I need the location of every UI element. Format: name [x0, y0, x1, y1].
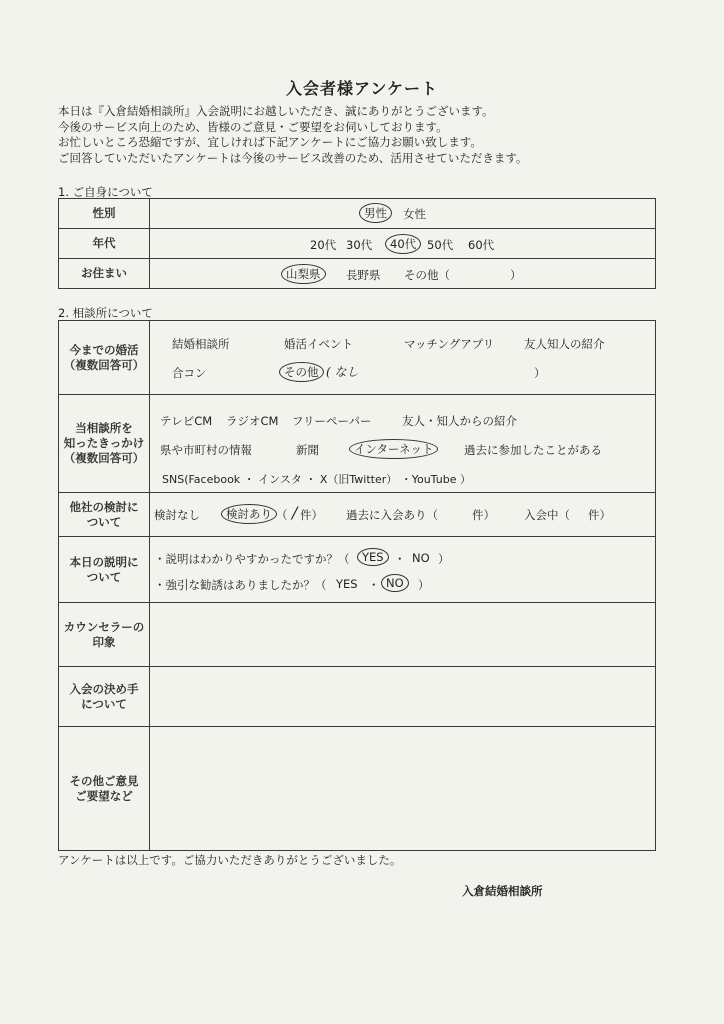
age-40s-circled[interactable]: 40代 — [385, 234, 421, 254]
exp-goukon[interactable]: 合コン — [172, 366, 207, 380]
others-count-close: 件） — [300, 508, 323, 522]
experience-label: 今までの婚活 （複数回答可） — [59, 321, 150, 395]
others-field[interactable] — [150, 493, 656, 537]
briefing-q2-no-circled[interactable]: NO — [381, 574, 409, 592]
exp-other-close: ） — [534, 366, 546, 380]
trigger-field[interactable] — [150, 395, 656, 493]
intro-line: 本日は『入倉結婚相談所』入会説明にお越しいただき、誠にありがとうございます。 — [58, 104, 494, 118]
trig-tv[interactable]: テレビCM — [160, 414, 213, 428]
others-past[interactable]: 過去に入会あり（ — [346, 508, 438, 522]
briefing-field[interactable] — [150, 537, 656, 603]
residence-other[interactable]: その他（ — [404, 268, 450, 282]
briefing-q1-sep: ・ — [394, 552, 406, 566]
intro-line: お忙しいところ恐縮ですが、宜しければ下記アンケートにご協力お願い致します。 — [58, 135, 482, 149]
page-title: 入会者様アンケート — [285, 79, 439, 98]
footer-text: アンケートは以上です。ご協力いただきありがとうございました。 — [58, 853, 402, 867]
others-count-open: （ — [276, 508, 288, 522]
counselor-field[interactable] — [150, 603, 656, 667]
briefing-q2: ・強引な勧誘はありましたか？（ — [154, 578, 327, 592]
age-20s[interactable]: 20代 — [310, 238, 337, 252]
section2-table — [58, 320, 656, 851]
others-label: 他社の検討に ついて — [59, 493, 150, 537]
residence-field[interactable] — [150, 259, 656, 289]
briefing-q1-no[interactable]: NO — [412, 551, 430, 565]
signature: 入倉結婚相談所 — [462, 884, 543, 898]
gender-field[interactable] — [150, 199, 656, 229]
age-50s[interactable]: 50代 — [427, 238, 454, 252]
section1-table — [58, 198, 656, 289]
age-field[interactable] — [150, 229, 656, 259]
briefing-q2-yes[interactable]: YES — [336, 577, 358, 591]
residence-yamanashi-circled[interactable]: 山梨県 — [281, 264, 326, 284]
exp-agency[interactable]: 結婚相談所 — [172, 337, 230, 351]
exp-other-handwritten: ( なし — [326, 365, 359, 379]
trigger-label: 当相談所を 知ったきっかけ （複数回答可） — [59, 395, 150, 493]
trig-past[interactable]: 過去に参加したことがある — [464, 443, 602, 457]
age-30s[interactable]: 30代 — [346, 238, 373, 252]
decider-field[interactable] — [150, 667, 656, 727]
residence-other-close: ） — [510, 268, 522, 282]
residence-label: お住まい — [59, 259, 150, 289]
gender-label: 性別 — [59, 199, 150, 229]
briefing-q2-close: ） — [418, 578, 430, 592]
intro-line: 今後のサービス向上のため、皆様のご意見・ご要望をお伺いしております。 — [58, 119, 448, 134]
trig-freepaper[interactable]: フリーペーパー — [292, 414, 372, 428]
others-current[interactable]: 入会中（ — [524, 508, 570, 522]
trig-municipal[interactable]: 県や市町村の情報 — [160, 443, 252, 457]
trig-internet-circled[interactable]: インターネット — [349, 439, 438, 459]
trig-friend[interactable]: 友人・知人からの紹介 — [402, 414, 517, 428]
briefing-q1-yes-circled[interactable]: YES — [357, 548, 389, 566]
exp-app[interactable]: マッチングアプリ — [404, 337, 495, 351]
exp-friend[interactable]: 友人知人の紹介 — [524, 337, 605, 351]
comments-field[interactable] — [150, 727, 656, 851]
age-label: 年代 — [59, 229, 150, 259]
section1-heading: 1. ご自身について — [58, 185, 153, 199]
briefing-q2-sep: ・ — [368, 578, 380, 592]
others-current-close: 件） — [588, 508, 611, 522]
residence-nagano[interactable]: 長野県 — [346, 268, 381, 282]
gender-female[interactable]: 女性 — [403, 207, 426, 221]
intro-line: ご回答していただいたアンケートは今後のサービス改善のため、活用させていただきます。 — [58, 150, 528, 165]
others-none[interactable]: 検討なし — [154, 508, 200, 522]
others-considered-circled[interactable]: 検討あり — [221, 504, 277, 524]
exp-event[interactable]: 婚活イベント — [284, 337, 353, 351]
experience-field[interactable] — [150, 321, 656, 395]
trig-newspaper[interactable]: 新聞 — [296, 443, 319, 457]
comments-label: その他ご意見 ご要望など — [59, 727, 150, 851]
briefing-q1: ・説明はわかりやすかったですか？（ — [154, 552, 350, 566]
decider-label: 入会の決め手 について — [59, 667, 150, 727]
age-60s[interactable]: 60代 — [468, 238, 495, 252]
trig-sns[interactable]: SNS(Facebook ・ インスタ ・ X（旧Twitter） ・YouTube ） — [162, 473, 471, 486]
exp-other-circled[interactable]: その他 — [279, 362, 324, 382]
counselor-label: カウンセラーの 印象 — [59, 603, 150, 667]
others-count-handwritten: / — [292, 503, 298, 522]
trig-radio[interactable]: ラジオCM — [226, 414, 279, 428]
briefing-label: 本日の説明に ついて — [59, 537, 150, 603]
briefing-q1-close: ） — [438, 552, 450, 566]
intro-text — [58, 104, 527, 166]
section2-heading: 2. 相談所について — [58, 306, 153, 320]
gender-male-circled[interactable]: 男性 — [359, 203, 392, 223]
others-past-close: 件） — [472, 508, 495, 522]
